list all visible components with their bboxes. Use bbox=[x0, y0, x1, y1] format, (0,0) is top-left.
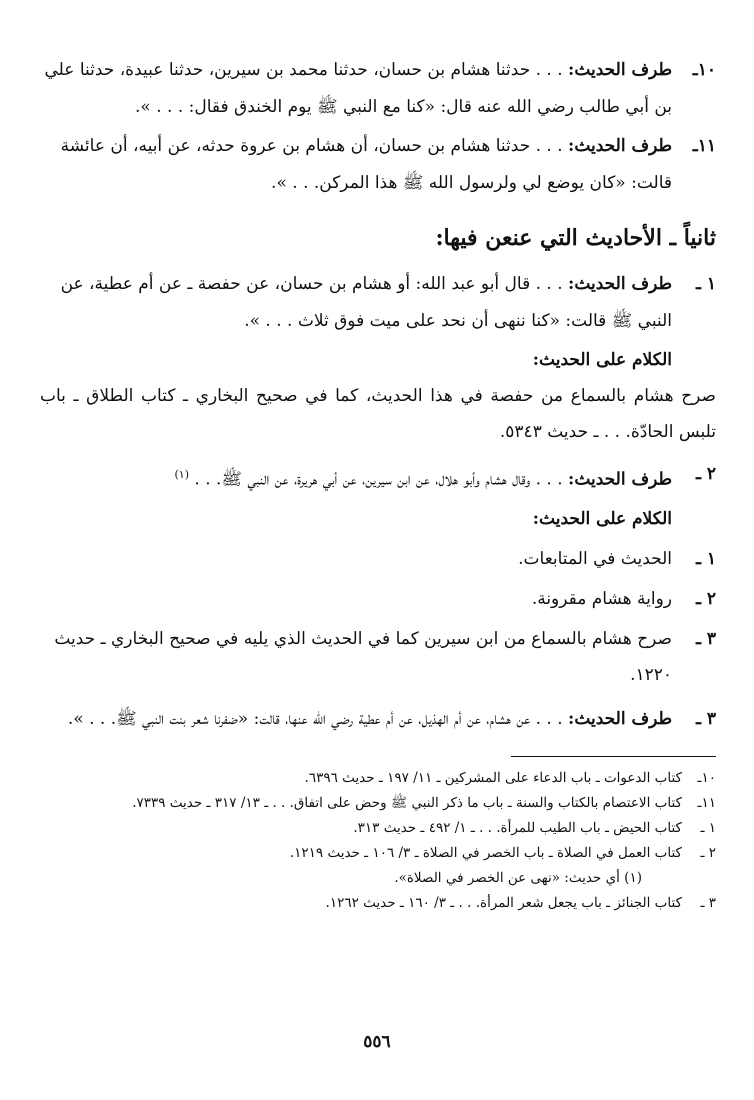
hadith-entry-2 bbox=[40, 456, 716, 499]
commentary-point bbox=[40, 621, 716, 693]
entry-text: . . . قال أبو عبد الله: أو هشام بن حسان، عن حفصة ـ عن أم عطية، عن النبي ﷺ قالت: «كنا ننهى أن نحد على ميت فوق ثلاث . . . ». bbox=[60, 274, 672, 331]
section-heading: ثانياً ـ الأحاديث التي عنعن فيها: bbox=[435, 225, 716, 251]
footnote-number: ٣ ـ bbox=[700, 894, 716, 911]
footnote bbox=[40, 766, 716, 791]
commentary-heading: الكلام على الحديث: bbox=[532, 350, 672, 370]
footnote-divider bbox=[511, 756, 716, 757]
footnote-number: ١١ـ bbox=[697, 794, 716, 811]
commentary-point bbox=[40, 541, 716, 577]
point-text: الحديث في المتابعات. bbox=[518, 548, 672, 569]
entry-text: . . . حدثنا هشام بن حسان، حدثنا محمد بن سيرين، حدثنا عبيدة، حدثنا علي بن أبي طالب رضي الله عنه قال: «كنا مع النبي ﷺ يوم الخندق فقال: . . . ». bbox=[44, 60, 672, 117]
footnote-number: ١٠ـ bbox=[697, 769, 716, 786]
footnote-number: ٢ ـ bbox=[700, 844, 716, 861]
entry-label: طرف الحديث: bbox=[568, 708, 672, 729]
footnote-ref: (١) bbox=[174, 468, 189, 481]
hadith-entry-1 bbox=[40, 266, 716, 340]
footnote-text: كتاب الدعوات ـ باب الدعاء على المشركين ـ ١١/ ١٩٧ ـ حديث ٦٣٩٦. bbox=[304, 769, 682, 786]
footnote bbox=[40, 816, 716, 841]
entry-number: ١١ـ bbox=[692, 136, 716, 156]
commentary-point bbox=[40, 581, 716, 617]
point-number: ١ ـ bbox=[695, 548, 716, 569]
entry-label: طرف الحديث: bbox=[568, 469, 672, 490]
footnote-text: كتاب الحيض ـ باب الطيب للمرأة. . . ـ ١/ ٤٩٢ ـ حديث ٣١٣. bbox=[353, 819, 682, 836]
point-number: ٣ ـ bbox=[695, 628, 716, 649]
entry-number: ١٠ـ bbox=[692, 60, 716, 80]
entry-label: طرف الحديث: bbox=[568, 274, 672, 294]
hadith-entry-11 bbox=[40, 128, 716, 202]
page-content bbox=[40, 52, 716, 916]
commentary-heading: الكلام على الحديث: bbox=[532, 508, 672, 529]
footnotes bbox=[40, 756, 716, 916]
footnote bbox=[40, 791, 716, 816]
point-text: رواية هشام مقرونة. bbox=[531, 588, 672, 609]
footnote-sub: (١) أي حديث: «نهى عن الخصر في الصلاة». bbox=[394, 869, 642, 886]
hadith-entry-10 bbox=[40, 52, 716, 126]
footnote bbox=[40, 891, 716, 916]
entry-number: ٣ ـ bbox=[695, 708, 716, 729]
footnote-text: كتاب الاعتصام بالكتاب والسنة ـ باب ما ذكر النبي ﷺ وحض على اتفاق. . . ـ ١٣/ ٣١٧ ـ حديث ٧٣٣٩. bbox=[132, 794, 682, 811]
entry-text: . . . حدثنا هشام بن حسان، أن هشام بن عروة حدثه، عن أبيه، أن عائشة قالت: «كان يوضع لي ولرسول الله ﷺ هذا المركن. . . ». bbox=[60, 136, 672, 193]
hadith-entry-3 bbox=[40, 701, 716, 738]
commentary-paragraph: صرح هشام بالسماع من حفصة في هذا الحديث، كما في صحيح البخاري ـ كتاب الطلاق ـ باب تلبس الحادّة. . . ـ حديث ٥٣٤٣. bbox=[40, 386, 716, 442]
point-text: صرح هشام بالسماع من ابن سيرين كما في الحديث الذي يليه في صحيح البخاري ـ حديث ١٢٢٠. bbox=[54, 628, 672, 685]
page-number: ٥٥٦ bbox=[363, 1032, 391, 1052]
point-number: ٢ ـ bbox=[695, 588, 716, 609]
entry-number: ١ ـ bbox=[695, 274, 716, 294]
entry-text: . . . وقال هشام وأبو هلال، عن ابن سيرين، عن أبي هريرة، عن النبي ﷺ. . . bbox=[189, 469, 569, 490]
entry-number: ٢ ـ bbox=[695, 464, 716, 484]
footnote-text: كتاب العمل في الصلاة ـ باب الخصر في الصلاة ـ ٣/ ١٠٦ ـ حديث ١٢١٩. bbox=[289, 844, 682, 861]
footnote-number: ١ ـ bbox=[700, 819, 716, 836]
entry-label: طرف الحديث: bbox=[568, 136, 672, 156]
footnote-text: كتاب الجنائز ـ باب يجعل شعر المرأة. . . ـ ٣/ ١٦٠ ـ حديث ١٢٦٢. bbox=[325, 894, 682, 911]
entry-label: طرف الحديث: bbox=[568, 60, 672, 80]
footnote bbox=[40, 841, 716, 866]
entry-text: . . . عن هشام، عن أم الهذيل، عن أم عطية رضي الله عنها، قالت: «ضفرنا شعر بنت النبي ﷺ. . . ». bbox=[67, 708, 569, 729]
